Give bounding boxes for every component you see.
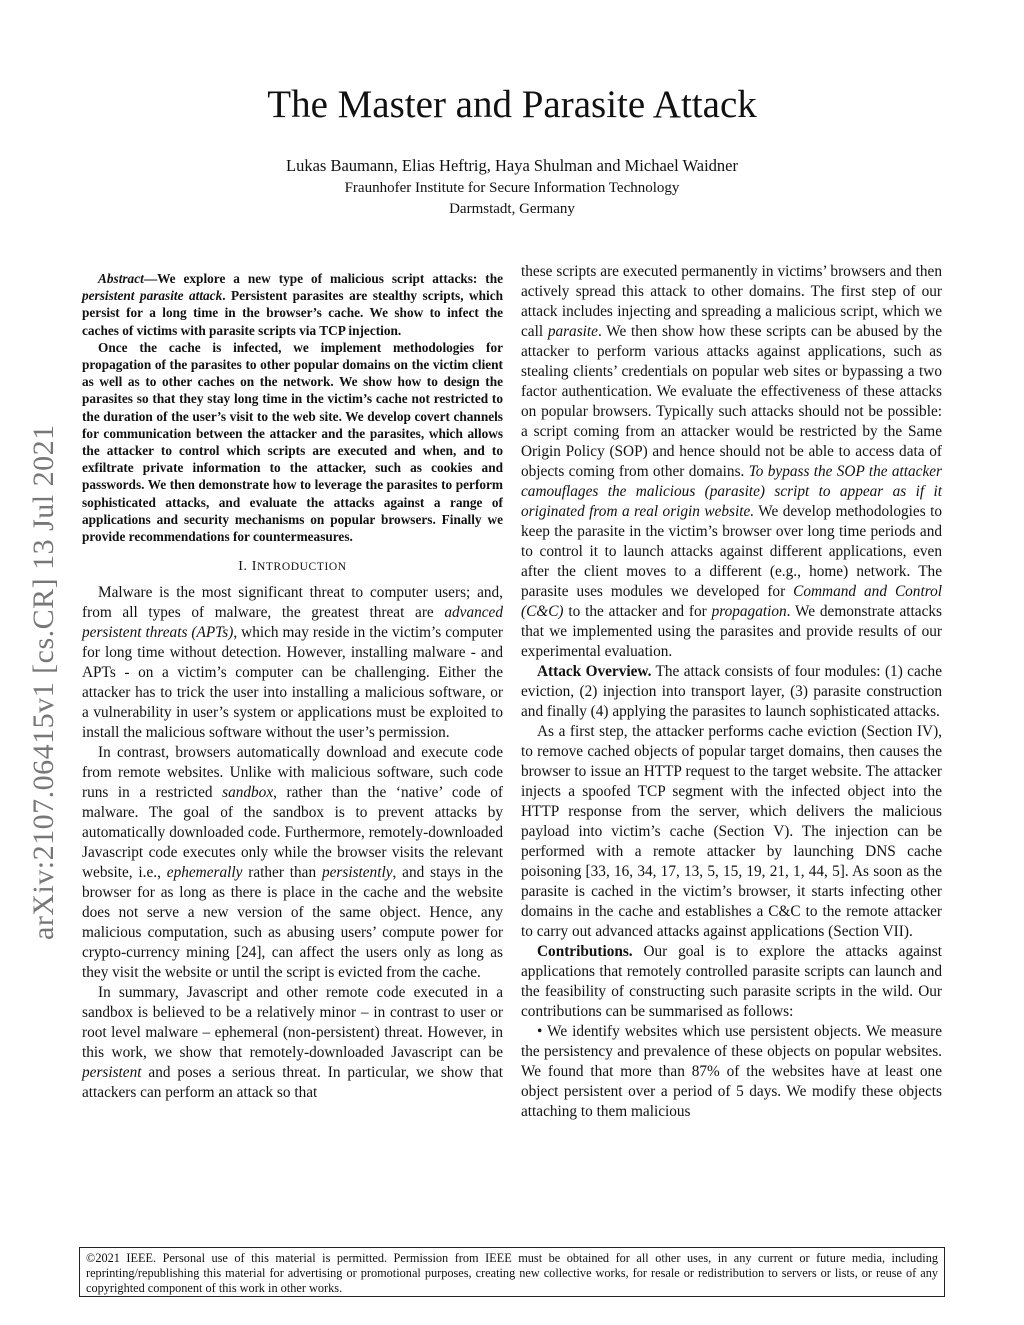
author-list: Lukas Baumann, Elias Heftrig, Haya Shulman and Michael Waidner <box>286 156 738 175</box>
intro-paragraph-3: In summary, Javascript and other remote code executed in a sandbox is believed to be a relatively minor – in contrast to user or root level malware – ephemeral (non-persistent) threat. However, in this work, we show that remotely-downloaded Javascript can be persistent and poses a serious threat. In particular, we show that attackers can perform an attack so that <box>82 984 503 1102</box>
affiliation: Fraunhofer Institute for Secure Information Technology <box>344 180 680 196</box>
copyright-notice: ©2021 IEEE. Personal use of this material is permitted. Permission from IEEE must be obtained for all other uses, in any current or future media, including reprinting/republishing this material for advertising or promotional purposes, creating new collective works, for resale or redistribution to servers or lists, or reuse of any copyrighted component of this work in other works. <box>79 1247 945 1297</box>
bullet-icon: • <box>537 1023 543 1040</box>
paper-title: The Master and Parasite Attack <box>267 83 757 126</box>
affiliation-location: Darmstadt, Germany <box>449 201 575 217</box>
section-heading-introduction: I. INTRODUCTION <box>238 559 347 575</box>
contribution-bullet-1: • We identify websites which use persistent objects. We measure the persistency and prevalence of these objects on popular websites. We found that more than 87% of the websites have at least one object persistent over a period of 5 days. We modify these objects attaching to them malicious <box>521 1023 942 1120</box>
introduction-body <box>82 583 503 1103</box>
abstract-paragraph-1: Abstract—We explore a new type of malicious script attacks: the persistent parasite attack. Persistent parasites are stealthy scripts, which persist for a long time in the browser’s cache. We show to infect the caches of victims with parasite scripts via TCP injection. <box>82 271 503 338</box>
abstract-paragraph-2: Once the cache is infected, we implement methodologies for propagation of the parasites to other popular domains on the victim client as well as to other caches on the network. We show how to design the parasites so that they stay long time in the victim’s cache not restricted to the duration of the user’s visit to the web site. We develop covert channels for communication between the attacker and the parasites, which allows the attacker to control which scripts are executed and when, and to exfiltrate private information to the attacker, such as cookies and passwords. We then demonstrate how to leverage the parasites to perform sophisticated attacks, and evaluate the attacks against a range of applications and security mechanisms on popular browsers. Finally we provide recommendations for countermeasures. <box>82 339 503 545</box>
contributions-heading: Contributions. <box>537 943 633 960</box>
intro-paragraph-2: In contrast, browsers automatically download and execute code from remote websites. Unlike with malicious software, such code runs in a restricted sandbox, rather than the ‘native’ code of malware. The goal of the sandbox is to prevent attacks by automatically downloaded code. Furthermore, remotely-downloaded Javascript code executes only while the browser visits the relevant website, i.e., ephemerally rather than persistently, and stays in the browser for as long as there is place in the cache and the website does not serve a new version of the same object. Hence, any malicious computation, such as abusing users’ compute power for crypto-currency mining [24], can affect the users only as long as they visit the website or until the script is evicted from the cache. <box>82 744 504 982</box>
right-paragraph-1: these scripts are executed permanently in victims’ browsers and then actively spread this attack to other domains. The first step of our attack includes injecting and spreading a malicious script, which we call parasite. We then show how these scripts can be abused by the attacker to perform various attacks against applications, such as stealing clients’ credentials on popular web sites or bypassing a two factor authentication. We evaluate the effectiveness of these attacks on popular browsers. Typically such attacks should not be possible: a script coming from an attacker would be restricted by the Same Origin Policy (SOP) and hence should not be able to access data of objects coming from other domains. To bypass the SOP the attacker camouflages the malicious (parasite) script to appear as if it originated from a real origin website. We develop methodologies to keep the parasite in the victim’s browser over long time periods and to control it to launch attacks against different applications, even after the client moves to a different (e.g., home) network. The parasite uses modules we developed for Command and Control (C&C) to the attacker and for propagation. We demonstrate attacks that we implemented using the parasites and provide results of our experimental evaluation. <box>521 263 942 660</box>
attack-overview-paragraph: Attack Overview. The attack consists of four modules: (1) cache eviction, (2) injection into transport layer, (3) parasite construction and finally (4) applying the parasites to launch sophisticated attacks. <box>521 663 942 720</box>
attack-overview-heading: Attack Overview. <box>537 663 652 680</box>
right-column <box>521 262 942 1122</box>
right-paragraph-3: As a first step, the attacker performs cache eviction (Section IV), to remove cached objects of popular target domains, then causes the browser to issue an HTTP request to the target website. The attacker injects a spoofed TCP segment with the infected object into the HTTP response from the server, which delivers the malicious payload into victim’s cache (Section V). The injection can be performed with a remote attacker by launching DNS cache poisoning [33, 16, 34, 17, 13, 5, 15, 19, 21, 1, 44, 5]. As soon as the parasite is cached in the victim’s browser, it starts infecting other domains in the cache and establishes a C&C to the remote attacker to carry out advanced attacks against applications (Section VII). <box>521 723 942 940</box>
abstract-label: Abstract <box>98 271 144 286</box>
intro-paragraph-1: Malware is the most significant threat to computer users; and, from all types of malware, the greatest threat are advanced persistent threats (APTs), which may reside in the victim’s computer for long time without detection. However, installing malware - and APTs - on a victim’s computer can be challenging. Either the attacker has to trick the user into installing a malicious software, or a vulnerability in user’s system or applications must be exploited to install the malicious software without the user’s permission. <box>82 584 503 742</box>
abstract <box>82 270 503 545</box>
arxiv-identifier-stamp: arXiv:2107.06415v1 [cs.CR] 13 Jul 2021 <box>27 424 60 940</box>
contributions-paragraph: Contributions. Our goal is to explore the attacks against applications that remotely controlled parasite scripts can launch and the feasibility of constructing such parasite scripts in the wild. Our contributions can be summarised as follows: <box>521 943 942 1020</box>
left-column <box>82 270 503 1103</box>
